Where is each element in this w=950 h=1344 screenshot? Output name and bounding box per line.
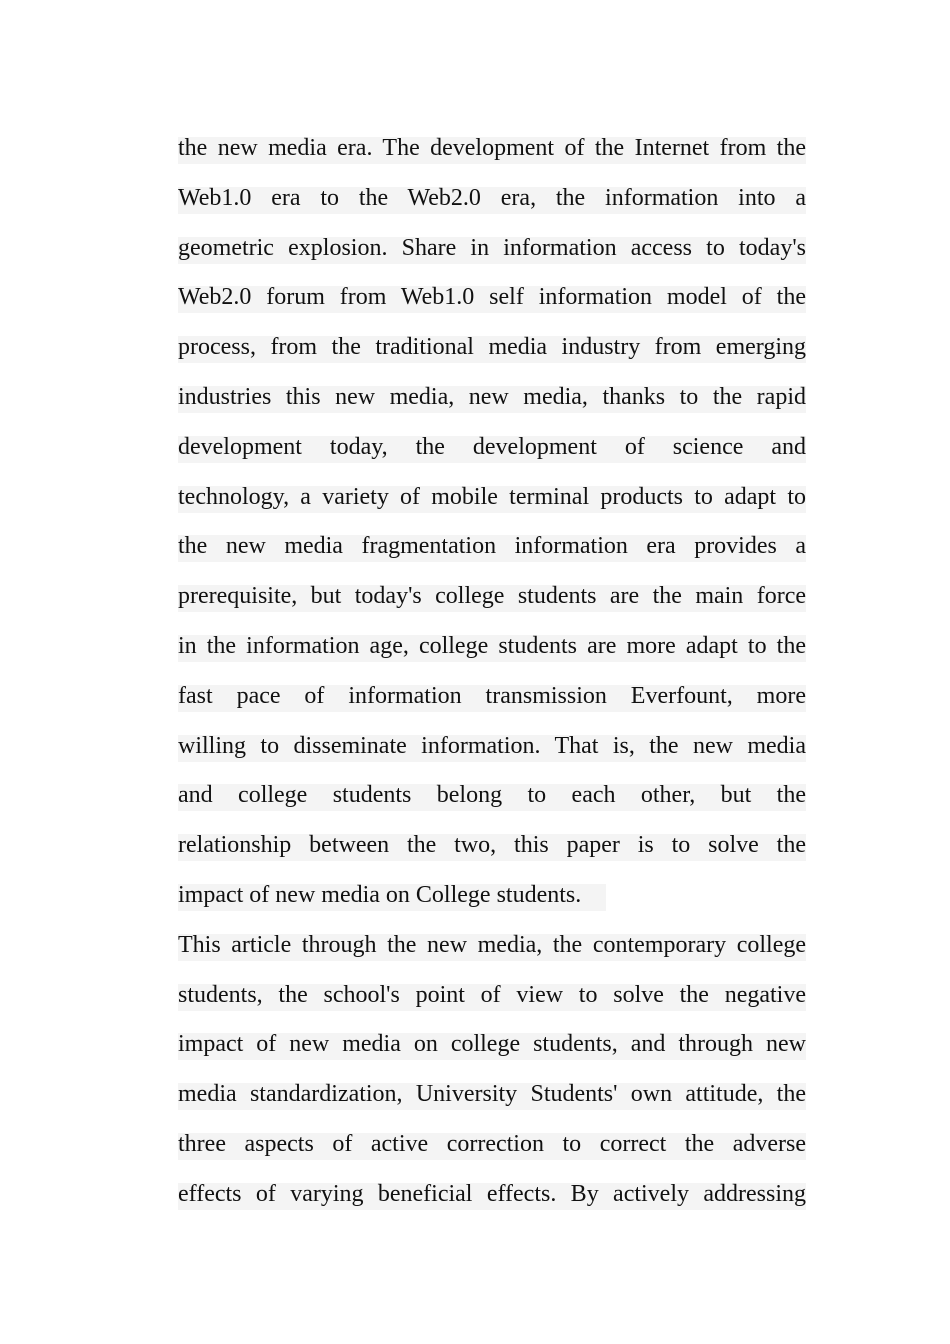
text-line: effects of varying beneficial effects. By actively addressing [178,1170,806,1220]
text-line: in the information age, college students are more adapt to the [178,622,806,672]
text-line: the new media era. The development of the Internet from the [178,124,806,174]
text-line: geometric explosion. Share in information access to today's [178,224,806,274]
text-line: relationship between the two, this paper is to solve the [178,821,806,871]
text-line-paragraph-end: impact of new media on College students. [178,871,806,921]
text-line: media standardization, University Students' own attitude, the [178,1070,806,1120]
text-line: prerequisite, but today's college students are the main force [178,572,806,622]
body-text [178,124,806,1220]
text-line: impact of new media on college students, and through new [178,1020,806,1070]
text-line: industries this new media, new media, thanks to the rapid [178,373,806,423]
text-line: This article through the new media, the contemporary college [178,921,806,971]
text-line: Web1.0 era to the Web2.0 era, the information into a [178,174,806,224]
text-line: fast pace of information transmission Everfount, more [178,672,806,722]
text-line: and college students belong to each other, but the [178,771,806,821]
text-line: willing to disseminate information. That is, the new media [178,722,806,772]
text-line: process, from the traditional media industry from emerging [178,323,806,373]
text-line: technology, a variety of mobile terminal products to adapt to [178,473,806,523]
text-line: the new media fragmentation information era provides a [178,522,806,572]
text-line: development today, the development of science and [178,423,806,473]
text-line: three aspects of active correction to correct the adverse [178,1120,806,1170]
text-line: Web2.0 forum from Web1.0 self information model of the [178,273,806,323]
text-line: students, the school's point of view to solve the negative [178,971,806,1021]
